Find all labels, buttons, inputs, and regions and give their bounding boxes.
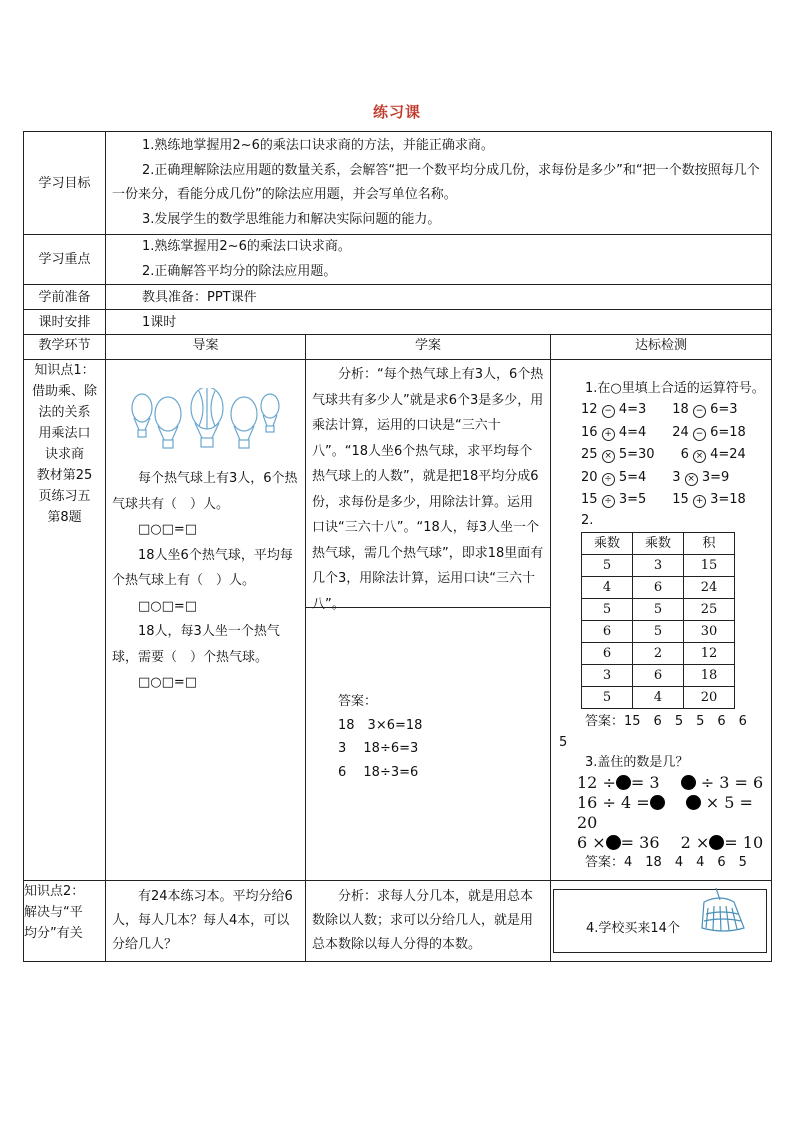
time-text: 1课时: [106, 310, 772, 335]
check-q2: 2.: [581, 512, 594, 528]
kp2-guide: 有24本练习本。平均分给6人，每人几本？每人4本，可以分给几人？: [106, 881, 306, 962]
kp2-label: 知识点2： 解决与“平 均分”有关: [24, 881, 106, 962]
guide-q3-blank: □○□=□: [138, 675, 198, 690]
op-circle-icon: +: [602, 428, 615, 441]
hot-air-balloons-image: [122, 388, 282, 458]
key-label: 学习重点: [24, 235, 106, 285]
header-check: 达标检测: [551, 335, 772, 360]
op-circle-icon: ×: [685, 473, 698, 486]
covered-number-icon: [650, 795, 665, 810]
op-circle-icon: ÷: [602, 495, 615, 508]
analysis-text: 分析：“每个热气球上有3人，6个热气球共有多少人”就是求6个3是多少，用乘法计算，运用的口诀是“三六十八”。“18人坐6个热气球，求平均每个热气球上的人数”，就是把18平均分成6份，求每份是多少，用除法计算。运用口诀“三六十八”。“18人，每3人坐一个热气球，需几个热气球”，即求18里面有几个3，用除法计算，运用口诀“三六十八”。: [306, 360, 550, 608]
product-table: 乘数 乘数 积 5 3 15 4 6 24 5 5 25 6 5 30 6 2 12 3 6 18 5 4 20: [581, 532, 735, 709]
covered-number-icon: [616, 775, 631, 790]
kp1-label: 知识点1： 借助乘、除 法的关系 用乘法口 诀求商 教材第25 页练习五 第8题: [24, 360, 106, 881]
guide-q1: 每个热气球上有3人，6个热气球共有（ ）人。: [112, 471, 298, 512]
covered-number-icon: [709, 835, 724, 850]
covered-number-icon: [681, 775, 696, 790]
prep-text: 教具准备：PPT课件: [106, 285, 772, 310]
page-title: 练习课: [372, 103, 421, 121]
check-q2-answer: 答案：15 6 5 5 6 6 5: [559, 713, 760, 750]
covered-number-icon: [606, 835, 621, 850]
check-q1-equations: 12 − 4=3 18 − 6=3 16 + 4=4 24 − 6=18 25 × 5=30 6 × 4=24 20 ÷ 5=4 3 × 3=9 15 ÷ 3=5 15 + 3=18: [581, 402, 746, 507]
op-circle-icon: −: [693, 405, 706, 418]
goal-3: 3.发展学生的数学思维能力和解决实际问题的能力。: [142, 211, 441, 227]
key-2: 2.正确解答平均分的除法应用题。: [142, 263, 337, 279]
answer-3: 6 18÷3=6: [338, 764, 419, 780]
header-guide: 导案: [106, 335, 306, 360]
check-q4-box: [553, 889, 767, 953]
covered-number-icon: [686, 795, 701, 810]
guide-q2-blank: □○□=□: [138, 598, 198, 614]
op-circle-icon: +: [693, 495, 706, 508]
check-q3-equations: 12 ÷ = 3 ÷ 3 = 6 16 ÷ 4 = × 5 = 20 6 × = 36 2 × = 10: [577, 772, 764, 852]
goals-label: 学习目标: [24, 132, 106, 235]
goal-2: 2.正确理解除法应用题的数量关系，会解答“把一个数平均分成几份，求每份是多少”和“把一个数按照每几个一份来分，看能分成几份”的除法应用题，并会写单位名称。: [112, 162, 760, 202]
guide-q1-blank: □○□=□: [138, 522, 198, 537]
key-1: 1.熟练掌握用2~6的乘法口诀求商。: [142, 239, 351, 254]
op-circle-icon: −: [693, 428, 706, 441]
check-q4: 4.学校买来14个: [586, 921, 680, 936]
check-q3-answer: 答案：4 18 4 4 6 5: [585, 854, 747, 870]
op-circle-icon: ×: [602, 450, 615, 463]
broom-image: [694, 884, 750, 942]
guide-q2: 18人坐6个热气球，平均每个热气球上有（ ）人。: [112, 547, 293, 588]
op-circle-icon: ×: [693, 450, 706, 463]
op-circle-icon: ÷: [602, 473, 615, 486]
op-circle-icon: −: [602, 405, 615, 418]
goal-1: 1.熟练地掌握用2~6的乘法口诀求商的方法，并能正确求商。: [142, 138, 494, 153]
guide-q3: 18人，每3人坐一个热气球，需要（ ）个热气球。: [112, 624, 280, 665]
check-q3: 3.盖住的数是几？: [585, 754, 689, 770]
header-study: 学案: [306, 335, 551, 360]
prep-label: 学前准备: [24, 285, 106, 310]
check-q1: 1.在○里填上合适的运算符号。: [585, 381, 765, 396]
answer-1: 18 3×6=18: [338, 717, 423, 733]
lesson-table: [23, 131, 772, 962]
answer-label: 答案：: [338, 694, 378, 709]
time-label: 课时安排: [24, 310, 106, 335]
header-stage: 教学环节: [24, 335, 106, 360]
kp2-analysis: 分析：求每人分几本，就是用总本数除以人数；求可以分给几人，就是用总本数除以每人分得的本数。: [306, 881, 551, 962]
answer-2: 3 18÷6=3: [338, 741, 419, 756]
